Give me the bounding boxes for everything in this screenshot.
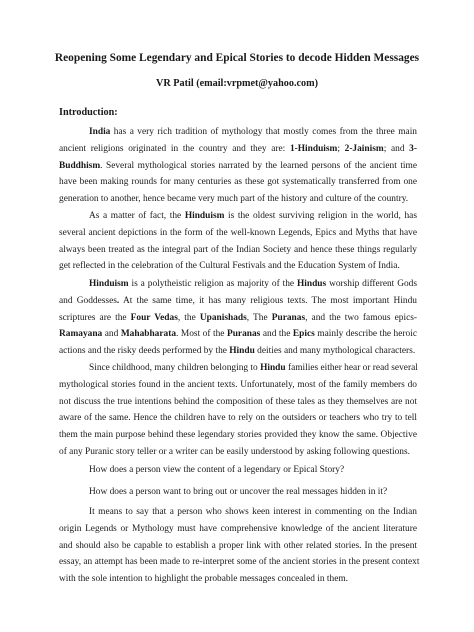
bold-term: Hindu (229, 346, 255, 357)
text-line: and Goddesses. At the same time, it has many religious texts. The most important Hindu (59, 295, 417, 306)
bold-term: 2-Jainism (344, 143, 384, 154)
text-line: essay, an attempt has been made to re-interpret some of the ancient stories in the present context (59, 557, 420, 568)
bold-term: Mahabharata (120, 329, 177, 340)
paragraph-2 (59, 208, 417, 275)
text-line: As a matter of fact, the Hinduism is the oldest surviving religion in the world, has (89, 211, 417, 221)
question-2: How does a person want to bring out or uncover the real messages hidden in it? (89, 487, 388, 497)
text-line: not discuss the true intentions behind the composition of these tales as they themselves are not (59, 396, 417, 407)
bold-term: Buddhism (59, 160, 101, 171)
text-line: have been making rounds for many centuries as these got systematically transferred from one (59, 177, 417, 188)
bold-term: Hindu (260, 363, 286, 373)
text-line: and should also be capable to establish a proper link with other related stories. In the present (59, 540, 417, 551)
bold-term: Ramayana (59, 329, 103, 340)
text-line: Buddhism. Several mythological stories narrated by the learned persons of the ancient time (59, 160, 417, 171)
section-heading: Introduction: (59, 107, 118, 118)
text-line: get reflected in the celebration of the Cultural Festivals and the Education System of India. (59, 261, 400, 272)
bold-term: Upanishads (199, 312, 247, 323)
paragraph-5 (59, 504, 420, 588)
bold-term: . (116, 295, 120, 306)
bold-term: Epics (292, 329, 315, 340)
text-line: actions and the risky deeds performed by the Hindu deities and many mythological characters. (59, 346, 416, 357)
bold-term: 1-Hinduism (289, 143, 338, 154)
bold-term: Puranas (271, 312, 306, 323)
text-line: of any Puranic story teller or a writer can be easily understood by asking following questions. (59, 446, 410, 457)
bold-term: Puranas (226, 329, 261, 340)
paragraph-3 (59, 276, 417, 360)
text-line: Since childhood, many children belonging to Hindu families either hear or read several (89, 363, 418, 373)
bold-term: Hinduism (184, 211, 225, 221)
bold-term: Four Vedas (130, 312, 178, 323)
question-1: How does a person view the content of a legendary or Epical Story? (89, 465, 345, 475)
text-line: India has a very rich tradition of mythology that mostly comes from the three main (89, 127, 417, 137)
text-line: with the sole intention to highlight the probable messages concealed in them. (59, 574, 348, 585)
paper-title: Reopening Some Legendary and Epical Stories to decode Hidden Messages (54, 52, 420, 64)
text-line: them the main purpose behind these legendary stories provided they know the same. Objective (59, 430, 417, 441)
text-line: several ancient depictions in the form of the well-known Legends, Epics and Myths that have (59, 227, 417, 238)
bold-term: Hindus (296, 279, 327, 289)
text-line: It means to say that a person who shows keen interest in commenting on the Indian (89, 507, 417, 517)
text-line: ancient religions originated in the country and they are: 1-Hinduism; 2-Jainism; and 3- (59, 143, 417, 154)
paragraph-4 (59, 360, 417, 461)
text-line: always been treated as the integral part of the Indian Society and hence these things regularly (59, 244, 417, 255)
text-line: mythological stories found in the ancient texts. Unfortunately, most of the family members do (59, 379, 417, 390)
text-line: origin Legends or Mythology must have comprehensive knowledge of the ancient literature (59, 523, 417, 534)
bold-term: Hinduism (89, 279, 129, 289)
text-line: Hinduism is a polytheistic religion as majority of the Hindus worship different Gods (89, 279, 417, 289)
paragraph-1 (59, 124, 417, 208)
text-line: scriptures are the Four Vedas, the Upanishads, The Puranas, and the two famous epics- (59, 312, 417, 323)
bold-term: India (89, 127, 111, 137)
bold-term: 3- (409, 143, 417, 154)
text-line: aware of the same. Hence the children have to rely on the outsiders or teachers who try to tell (59, 413, 417, 424)
author-line: VR Patil (email:vrpmet@yahoo.com) (156, 78, 318, 89)
text-line: Ramayana and Mahabharata. Most of the Puranas and the Epics mainly describe the heroic (59, 329, 417, 340)
text-line: generation to another, hence became very much part of the history and culture of the country. (59, 194, 409, 205)
